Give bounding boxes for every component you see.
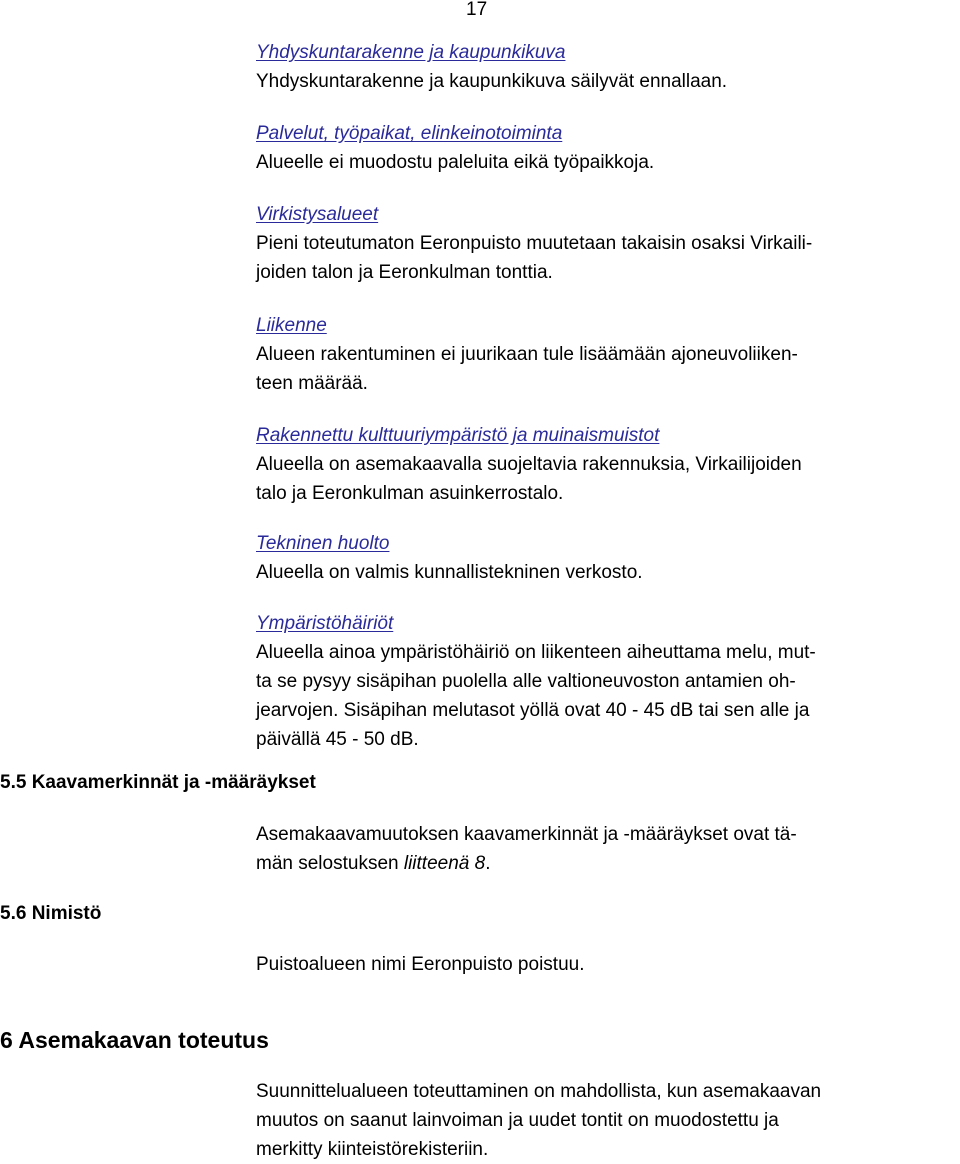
- topic-recreation: [256, 200, 960, 287]
- topic-text: [256, 67, 960, 96]
- topic-built-heritage: [256, 421, 960, 508]
- text-line: merkitty kiinteistörekisteriin.: [256, 1139, 489, 1160]
- text-line: jearvojen. Sisäpihan melutasot yöllä ovat 40 - 45 dB tai sen alle ja: [256, 700, 810, 721]
- text-line: joiden talon ja Eeronkulman tonttia.: [256, 262, 553, 283]
- chapter-heading-6: 6 Asemakaavan toteutus: [0, 1027, 269, 1053]
- text-line: Alueella on asemakaavalla suojeltavia rakennuksia, Virkailijoiden: [256, 454, 802, 475]
- section-paragraph: [256, 950, 960, 979]
- text-line: Asemakaavamuutoksen kaavamerkinnät ja -määräykset ovat tä-: [256, 824, 797, 845]
- text-line: päivällä 45 - 50 dB.: [256, 729, 419, 750]
- text-line: Alueen rakentuminen ei juurikaan tule lisäämään ajoneuvoliiken-: [256, 344, 798, 365]
- page-number: 17: [466, 0, 488, 20]
- topic-text: [256, 638, 960, 754]
- topic-services: [256, 119, 960, 177]
- topic-technical-maintenance: [256, 529, 960, 587]
- section-paragraph: [256, 820, 960, 878]
- text-line: ta se pysyy sisäpihan puolella alle valtioneuvoston antamien oh-: [256, 671, 796, 692]
- appendix-reference: liitteenä 8: [403, 853, 486, 874]
- text-line: Puistoalueen nimi Eeronpuisto poistuu.: [256, 954, 585, 975]
- text-line: muutos on saanut lainvoiman ja uudet tontit on muodostettu ja: [256, 1110, 779, 1131]
- topic-text: [256, 229, 960, 287]
- text-fragment: män selostuksen: [256, 853, 404, 874]
- section-heading-5-6: 5.6 Nimistö: [0, 903, 102, 924]
- topic-text: [256, 450, 960, 508]
- section-heading-5-5: 5.5 Kaavamerkinnät ja -määräykset: [0, 772, 316, 793]
- topic-heading: Rakennettu kulttuuriympäristö ja muinaismuistot: [256, 425, 660, 446]
- text-line: teen määrää.: [256, 373, 368, 394]
- topic-heading: Tekninen huolto: [256, 533, 390, 554]
- section-paragraph: [256, 1077, 960, 1164]
- topic-environmental-disturbances: [256, 609, 960, 754]
- topic-text: [256, 340, 960, 398]
- section-5-5-text: [256, 820, 960, 878]
- topic-heading: Ympäristöhäiriöt: [256, 613, 394, 634]
- topic-text: [256, 148, 960, 177]
- chapter-6-text: [256, 1077, 960, 1164]
- text-line: talo ja Eeronkulman asuinkerrostalo.: [256, 483, 564, 504]
- text-fragment: .: [485, 853, 491, 874]
- text-line: Alueella ainoa ympäristöhäiriö on liikenteen aiheuttama melu, mut-: [256, 642, 816, 663]
- topic-heading: Yhdyskuntarakenne ja kaupunkikuva: [256, 42, 566, 63]
- topic-heading: Palvelut, työpaikat, elinkeinotoiminta: [256, 123, 563, 144]
- text-line: Alueella on valmis kunnallistekninen verkosto.: [256, 562, 643, 583]
- topic-heading: Virkistysalueet: [256, 204, 379, 225]
- text-line: Suunnittelualueen toteuttaminen on mahdollista, kun asemakaavan: [256, 1081, 822, 1102]
- text-line: [256, 849, 960, 878]
- topic-traffic: [256, 311, 960, 398]
- topic-heading: Liikenne: [256, 315, 327, 336]
- text-line: Alueelle ei muodostu paleluita eikä työpaikkoja.: [256, 152, 655, 173]
- text-line: Pieni toteutumaton Eeronpuisto muutetaan takaisin osaksi Virkaili-: [256, 233, 813, 254]
- topic-community-structure: [256, 38, 960, 96]
- text-line: Yhdyskuntarakenne ja kaupunkikuva säilyvät ennallaan.: [256, 71, 728, 92]
- section-5-6-text: [256, 950, 960, 979]
- topic-text: [256, 558, 960, 587]
